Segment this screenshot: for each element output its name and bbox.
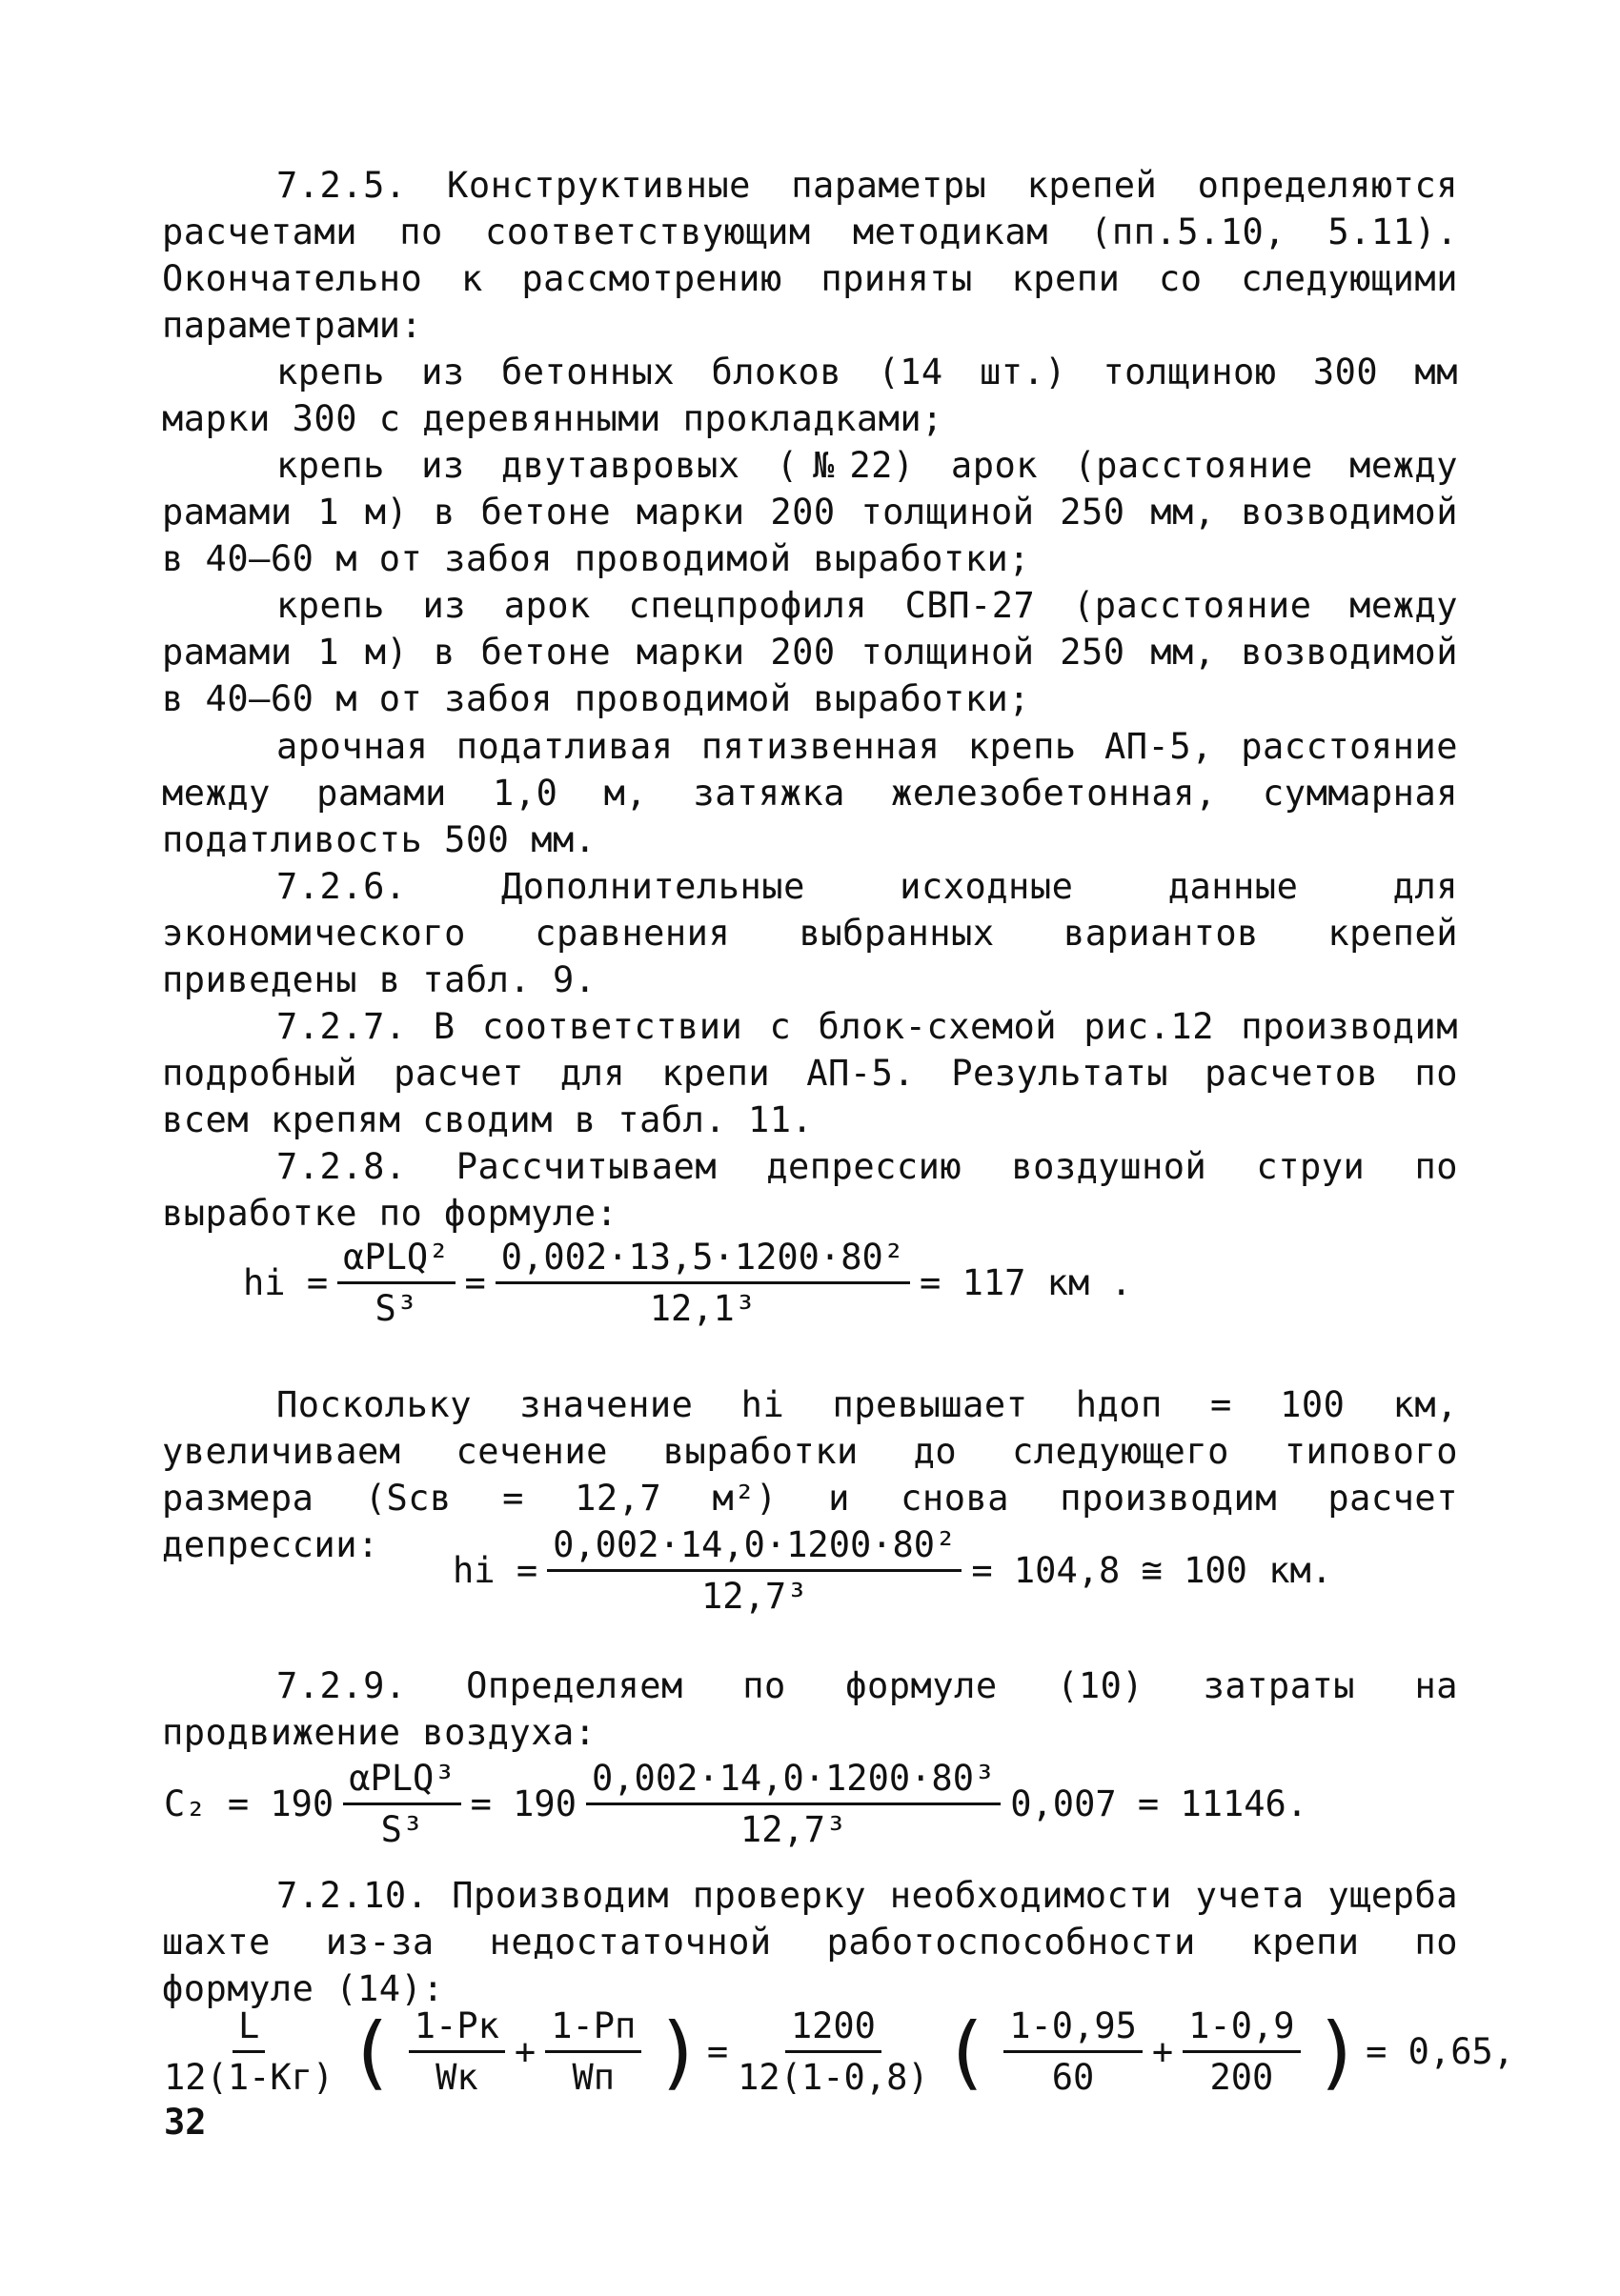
paragraph-7-2-7: 7.2.7. В соответствии с блок-схемой рис.12 производим подробный расчет для крепи АП-5. Результаты расчетов по всем крепям сводим в табл. 11.	[162, 1006, 1458, 1140]
symbolic-fraction: $\frac{\text{αPLQ²}}{\text{S³}}$	[337, 1237, 455, 1329]
formula-air-cost	[164, 1758, 1307, 1850]
fraction-pk: $\frac{1-Рк}{Wк}$	[409, 2005, 505, 2098]
numeric-fraction: $\frac{\text{0,002·14,0·1200·80²}}{\text{12,7³}}$	[547, 1524, 962, 1617]
formula-result: = 117 км .	[920, 1262, 1132, 1303]
symbolic-fraction: $\frac{\text{αPLQ³}}{\text{S³}}$	[343, 1758, 460, 1850]
list-item-concrete-blocks: крепь из бетонных блоков (14 шт.) толщиною 300 мм марки 300 с деревянными прокладками;	[162, 352, 1458, 439]
close-paren: )	[1313, 2004, 1363, 2099]
open-paren: (	[347, 2004, 395, 2099]
formula-lhs: hi =	[243, 1262, 329, 1303]
numeric-fraction: $\frac{\text{0,002·13,5·1200·80²}}{\text{12,1³}}$	[496, 1237, 910, 1329]
formula-lhs: C₂ = 190	[164, 1783, 334, 1824]
page-number: 32	[164, 2102, 207, 2143]
paragraph-7-2-10: 7.2.10. Производим проверку необходимости учета ущерба шахте из-за недостаточной работоспособности крепи по формуле (14):	[162, 1875, 1458, 2009]
formula-result: 0,007 = 11146.	[1010, 1783, 1308, 1824]
formula-depression-2	[453, 1524, 1332, 1617]
formula-damage-check	[164, 2005, 1514, 2098]
equals-sign: =	[706, 2031, 729, 2072]
fraction-1200: $\frac{1200}{12(1-0,8)}$	[738, 2005, 929, 2098]
plus-sign: +	[1151, 2031, 1174, 2072]
fraction-pp: $\frac{1-Рп}{Wп}$	[545, 2005, 641, 2098]
numeric-fraction: $\frac{\text{0,002·14,0·1200·80³}}{\text{12,7³}}$	[586, 1758, 1001, 1850]
open-paren: (	[942, 2004, 991, 2099]
formula-depression-1	[243, 1237, 1132, 1329]
formula-mid: = 190	[470, 1783, 577, 1824]
fraction-09: $\frac{1-0,9}{200}$	[1183, 2005, 1300, 2098]
paragraph-depression-exceeds: Поскольку значение hi превышает hдоп = 100 км, увеличиваем сечение выработки до следующего типового размера (Sсв = 12,7 м²) и снова производим расчет депрессии:	[162, 1384, 1458, 1565]
formula-result: = 0,65,	[1366, 2031, 1515, 2072]
paragraph-7-2-8: 7.2.8. Рассчитываем депрессию воздушной струи по выработке по формуле:	[162, 1146, 1458, 1234]
paragraph-7-2-6: 7.2.6. Дополнительные исходные данные для экономического сравнения выбранных вариантов крепей приведены в табл. 9.	[162, 866, 1458, 1000]
list-item-svp-arches: крепь из арок спецпрофиля СВП-27 (расстояние между рамами 1 м) в бетоне марки 200 толщиной 250 мм, возводимой в 40–60 м от забоя проводимой выработки;	[162, 585, 1458, 719]
formula-lhs: hi =	[453, 1550, 538, 1591]
paragraph-7-2-5: 7.2.5. Конструктивные параметры крепей определяются расчетами по соответствующим методикам (пп.5.10, 5.11). Окончательно к рассмотрению приняты крепи со следующими параметрами:	[162, 165, 1458, 346]
close-paren: )	[655, 2004, 703, 2099]
fraction-l-over-kg: $\frac{L}{12(1-Кг)}$	[164, 2005, 334, 2098]
plus-sign: +	[514, 2031, 537, 2072]
list-item-i-beam-arches: крепь из двутавровых (№22) арок (расстояние между рамами 1 м) в бетоне марки 200 толщиной 250 мм, возводимой в 40–60 м от забоя проводимой выработки;	[162, 445, 1458, 579]
equals-sign: =	[464, 1262, 486, 1303]
formula-result: = 104,8 ≅ 100 км.	[971, 1550, 1333, 1591]
list-item-ap5: арочная податливая пятизвенная крепь АП-5, расстояние между рамами 1,0 м, затяжка железобетонная, суммарная податливость 500 мм.	[162, 726, 1458, 860]
paragraph-7-2-9: 7.2.9. Определяем по формуле (10) затраты на продвижение воздуха:	[162, 1665, 1458, 1753]
fraction-095: $\frac{1-0,95}{60}$	[1003, 2005, 1143, 2098]
